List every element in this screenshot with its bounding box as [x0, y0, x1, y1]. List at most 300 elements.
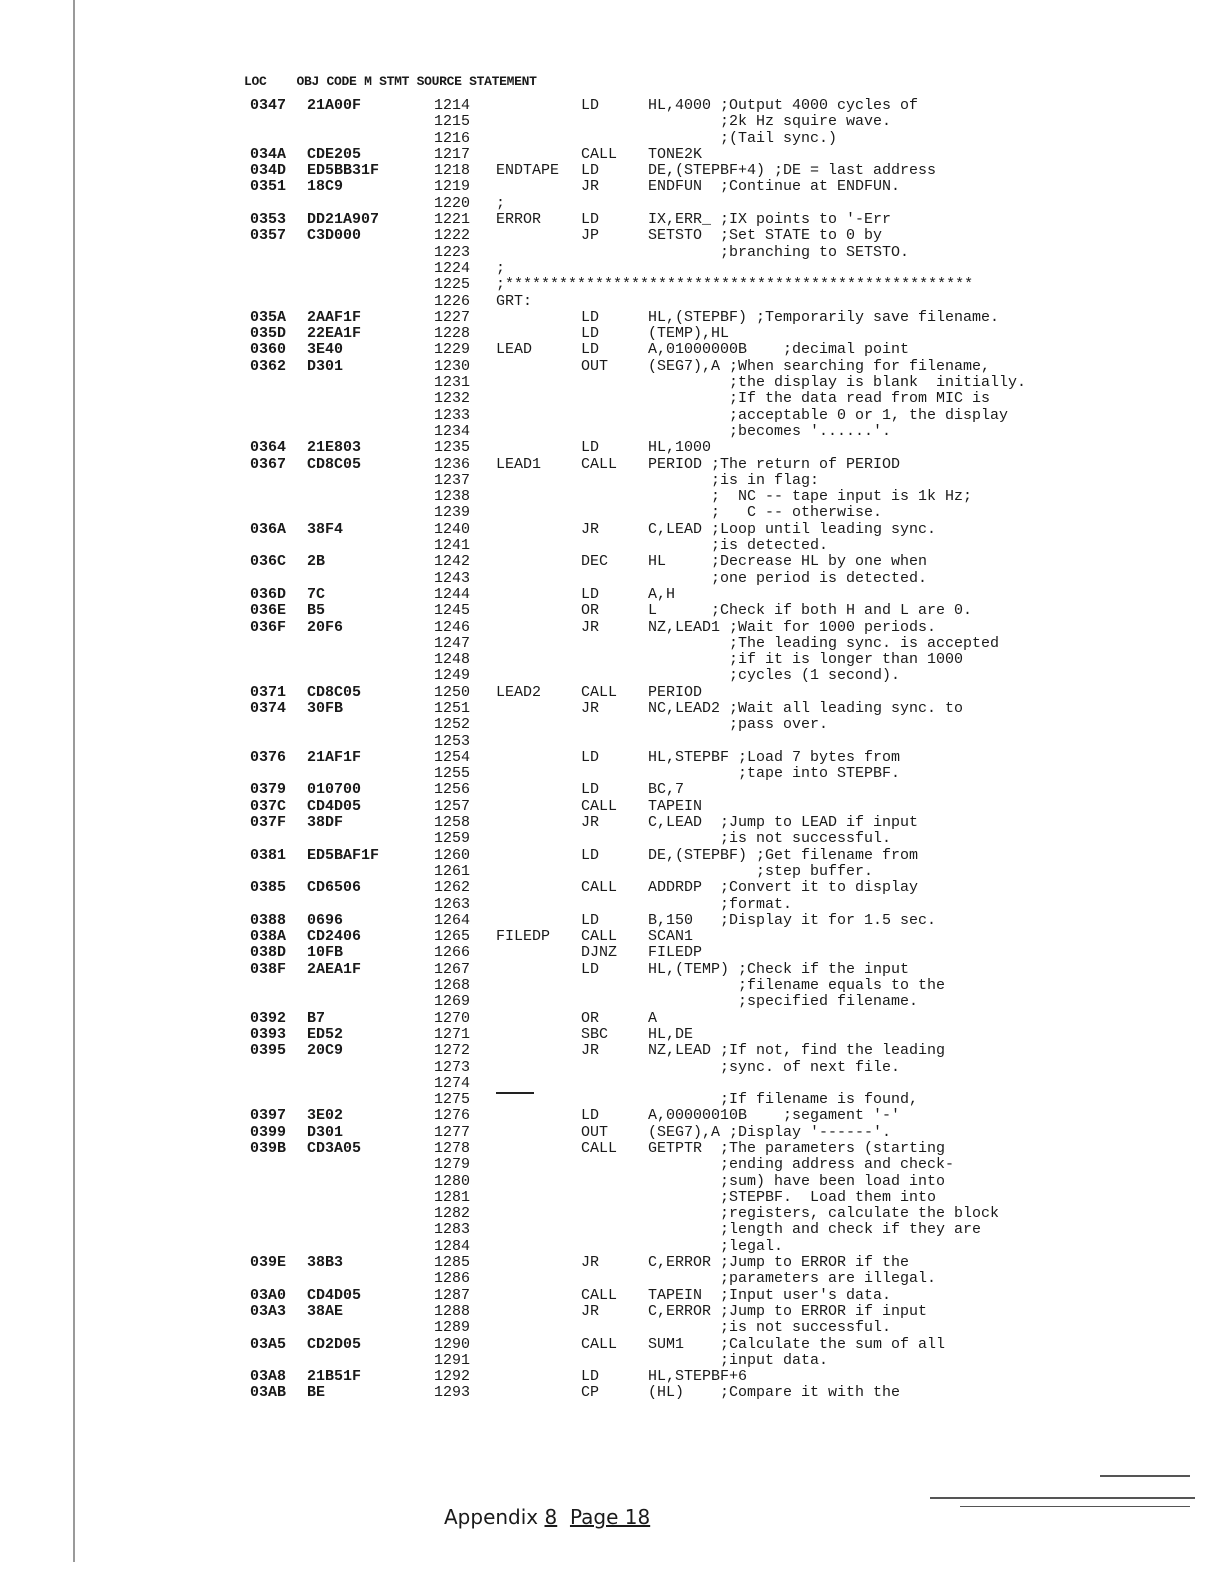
- listing-line: [250, 1092, 1150, 1108]
- object-code-cell: CD8C05: [307, 683, 362, 701]
- listing-line: [250, 326, 1150, 342]
- statement-number-cell: 1230: [434, 357, 471, 375]
- operand-comment-cell: (SEG7),A ;When searching for filename,: [648, 357, 991, 375]
- statement-number-cell: 1222: [434, 227, 471, 245]
- listing-line: [250, 1337, 1150, 1353]
- opcode-cell: CALL: [581, 797, 618, 815]
- operand-comment-cell: HL,DE: [648, 1025, 694, 1043]
- loc-cell: 03A3: [250, 1302, 287, 1320]
- footer-appendix-number: 8: [544, 1505, 558, 1529]
- statement-number-cell: 1263: [434, 895, 471, 913]
- listing-line: [250, 391, 1150, 407]
- loc-cell: 034D: [250, 162, 287, 180]
- object-code-cell: CD6506: [307, 879, 362, 897]
- statement-number-cell: 1284: [434, 1237, 471, 1255]
- header-m: M: [364, 74, 372, 89]
- opcode-cell: LD: [581, 211, 600, 229]
- operand-comment-cell: ;step buffer.: [648, 862, 874, 880]
- listing-line: [250, 864, 1150, 880]
- operand-comment-cell: B,150 ;Display it for 1.5 sec.: [648, 911, 937, 929]
- listing-line: [250, 766, 1150, 782]
- statement-number-cell: 1283: [434, 1221, 471, 1239]
- listing-line: [250, 994, 1150, 1010]
- statement-number-cell: 1259: [434, 830, 471, 848]
- assembly-listing: [250, 98, 1150, 1402]
- object-code-cell: 38AE: [307, 1302, 344, 1320]
- operand-comment-cell: ;if it is longer than 1000: [648, 651, 964, 669]
- listing-line: [250, 978, 1150, 994]
- header-loc: LOC: [244, 74, 267, 89]
- operand-comment-cell: A,00000010B ;segament '-': [648, 1107, 901, 1125]
- opcode-cell: CALL: [581, 928, 618, 946]
- loc-cell: 03AB: [250, 1384, 287, 1402]
- statement-number-cell: 1292: [434, 1368, 471, 1386]
- label-cell: LEAD: [496, 341, 533, 359]
- listing-line: [250, 620, 1150, 636]
- listing-line: [250, 880, 1150, 896]
- operand-comment-cell: NZ,LEAD ;If not, find the leading: [648, 1042, 946, 1060]
- opcode-cell: LD: [581, 1107, 600, 1125]
- operand-comment-cell: (HL) ;Compare it with the: [648, 1384, 901, 1402]
- statement-number-cell: 1219: [434, 178, 471, 196]
- statement-number-cell: 1239: [434, 504, 471, 522]
- statement-number-cell: 1214: [434, 97, 471, 114]
- loc-cell: 0357: [250, 227, 287, 245]
- listing-line: [250, 1385, 1150, 1401]
- listing-line: [250, 962, 1150, 978]
- object-code-cell: ED52: [307, 1025, 344, 1043]
- opcode-cell: LD: [581, 97, 600, 114]
- operand-comment-cell: ;The leading sync. is accepted: [648, 634, 1000, 652]
- object-code-cell: 10FB: [307, 944, 344, 962]
- listing-line: [250, 734, 1150, 750]
- object-code-cell: B5: [307, 602, 326, 620]
- opcode-cell: OUT: [581, 357, 609, 375]
- statement-number-cell: 1264: [434, 911, 471, 929]
- object-code-cell: C3D000: [307, 227, 362, 245]
- loc-cell: 036C: [250, 553, 287, 571]
- object-code-cell: ED5BAF1F: [307, 846, 380, 864]
- listing-line: [250, 1043, 1150, 1059]
- listing-line: [250, 505, 1150, 521]
- statement-number-cell: 1220: [434, 194, 471, 212]
- statement-number-cell: 1254: [434, 748, 471, 766]
- loc-cell: 039E: [250, 1254, 287, 1272]
- loc-cell: 0399: [250, 1123, 287, 1141]
- statement-number-cell: 1273: [434, 1058, 471, 1076]
- label-cell: GRT:: [496, 292, 533, 310]
- object-code-cell: ED5BB31F: [307, 162, 380, 180]
- listing-line: [250, 815, 1150, 831]
- listing-line: [250, 310, 1150, 326]
- listing-line: [250, 212, 1150, 228]
- operand-comment-cell: ;sum) have been load into: [648, 1172, 946, 1190]
- listing-line: [250, 1206, 1150, 1222]
- loc-cell: 0395: [250, 1042, 287, 1060]
- operand-comment-cell: ;If filename is found,: [648, 1091, 919, 1109]
- opcode-cell: SBC: [581, 1025, 609, 1043]
- object-code-cell: CD8C05: [307, 455, 362, 473]
- header-obj: OBJ CODE: [296, 74, 357, 89]
- loc-cell: 0367: [250, 455, 287, 473]
- operand-comment-cell: ;2k Hz squire wave.: [648, 113, 892, 131]
- listing-line: [250, 1108, 1150, 1124]
- operand-comment-cell: GETPTR ;The parameters (starting: [648, 1140, 946, 1157]
- object-code-cell: 7C: [307, 585, 326, 603]
- label-cell: FILEDP: [496, 928, 551, 946]
- opcode-cell: DJNZ: [581, 944, 618, 962]
- listing-line: [250, 1174, 1150, 1190]
- listing-line: [250, 1060, 1150, 1076]
- listing-line: [250, 1271, 1150, 1287]
- statement-number-cell: 1260: [434, 846, 471, 864]
- object-code-cell: 20F6: [307, 618, 344, 636]
- opcode-cell: JR: [581, 1302, 600, 1320]
- loc-cell: 036E: [250, 602, 287, 620]
- label-cell: ENDTAPE: [496, 162, 560, 180]
- loc-cell: 0351: [250, 178, 287, 196]
- object-code-cell: D301: [307, 357, 344, 375]
- listing-line: [250, 685, 1150, 701]
- operand-comment-cell: L ;Check if both H and L are 0.: [648, 602, 973, 620]
- opcode-cell: CALL: [581, 879, 618, 897]
- operand-comment-cell: SCAN1: [648, 928, 694, 946]
- opcode-cell: LD: [581, 162, 600, 180]
- listing-line: [250, 489, 1150, 505]
- listing-line: [250, 945, 1150, 961]
- operand-comment-cell: A,01000000B ;decimal point: [648, 341, 910, 359]
- listing-line: [250, 717, 1150, 733]
- listing-line: [250, 261, 1150, 277]
- opcode-cell: LD: [581, 781, 600, 799]
- listing-header: [244, 74, 537, 89]
- object-code-cell: 3E40: [307, 341, 344, 359]
- operand-comment-cell: ;format.: [648, 895, 793, 913]
- listing-line: [250, 522, 1150, 538]
- loc-cell: 0374: [250, 699, 287, 717]
- operand-comment-cell: PERIOD ;The return of PERIOD: [648, 455, 901, 473]
- opcode-cell: JP: [581, 227, 600, 245]
- listing-line: [250, 652, 1150, 668]
- operand-comment-cell: ;acceptable 0 or 1, the display: [648, 406, 1009, 424]
- listing-line: [250, 1320, 1150, 1336]
- object-code-cell: 0696: [307, 911, 344, 929]
- listing-line: [250, 1222, 1150, 1238]
- statement-number-cell: 1272: [434, 1042, 471, 1060]
- statement-number-cell: 1236: [434, 455, 471, 473]
- object-code-cell: 38DF: [307, 814, 344, 832]
- statement-number-cell: 1223: [434, 243, 471, 261]
- statement-number-cell: 1215: [434, 113, 471, 131]
- opcode-cell: LD: [581, 585, 600, 603]
- operand-comment-cell: A,H: [648, 585, 676, 603]
- label-cell: ;****************************************************: [496, 276, 974, 294]
- listing-line: [250, 228, 1150, 244]
- statement-number-cell: 1217: [434, 145, 471, 163]
- operand-comment-cell: ;is in flag:: [648, 471, 820, 489]
- listing-line: [250, 831, 1150, 847]
- loc-cell: 0388: [250, 911, 287, 929]
- statement-number-cell: 1224: [434, 259, 471, 277]
- operand-comment-cell: HL,STEPBF ;Load 7 bytes from: [648, 748, 901, 766]
- operand-comment-cell: ;If the data read from MIC is: [648, 390, 991, 408]
- listing-line: [250, 571, 1150, 587]
- opcode-cell: JR: [581, 699, 600, 717]
- label-cell: ERROR: [496, 211, 542, 229]
- statement-number-cell: 1258: [434, 814, 471, 832]
- statement-number-cell: 1228: [434, 325, 471, 343]
- statement-number-cell: 1245: [434, 602, 471, 620]
- statement-number-cell: 1281: [434, 1188, 471, 1206]
- statement-number-cell: 1229: [434, 341, 471, 359]
- statement-number-cell: 1274: [434, 1074, 471, 1092]
- opcode-cell: JR: [581, 178, 600, 196]
- listing-line: [250, 1255, 1150, 1271]
- operand-comment-cell: PERIOD: [648, 683, 703, 701]
- operand-comment-cell: DE,(STEPBF+4) ;DE = last address: [648, 162, 937, 180]
- statement-number-cell: 1251: [434, 699, 471, 717]
- listing-line: [250, 1190, 1150, 1206]
- footer-prefix: Appendix: [444, 1505, 545, 1529]
- operand-comment-cell: ;sync. of next file.: [648, 1058, 901, 1076]
- opcode-cell: LD: [581, 341, 600, 359]
- listing-line: [250, 342, 1150, 358]
- listing-line: [250, 147, 1150, 163]
- object-code-cell: CD2D05: [307, 1335, 362, 1353]
- loc-cell: 0362: [250, 357, 287, 375]
- page-margin-line: [73, 0, 75, 1562]
- listing-line: [250, 457, 1150, 473]
- object-code-cell: CD4D05: [307, 797, 362, 815]
- opcode-cell: LD: [581, 325, 600, 343]
- listing-line: [250, 1076, 1150, 1092]
- operand-comment-cell: HL,(STEPBF) ;Temporarily save filename.: [648, 308, 1000, 326]
- listing-line: [250, 196, 1150, 212]
- object-code-cell: 21AF1F: [307, 748, 362, 766]
- operand-comment-cell: HL,4000 ;Output 4000 cycles of: [648, 97, 919, 114]
- listing-line: [250, 587, 1150, 603]
- opcode-cell: JR: [581, 618, 600, 636]
- operand-comment-cell: BC,7: [648, 781, 685, 799]
- object-code-cell: CD3A05: [307, 1140, 362, 1157]
- statement-number-cell: 1267: [434, 960, 471, 978]
- statement-number-cell: 1268: [434, 977, 471, 995]
- listing-line: [250, 1288, 1150, 1304]
- listing-line: [250, 1157, 1150, 1173]
- statement-number-cell: 1278: [434, 1140, 471, 1157]
- opcode-cell: JR: [581, 1042, 600, 1060]
- loc-cell: 0385: [250, 879, 287, 897]
- listing-line: [250, 440, 1150, 456]
- statement-number-cell: 1233: [434, 406, 471, 424]
- listing-line: [250, 98, 1150, 114]
- object-code-cell: 21A00F: [307, 97, 362, 114]
- statement-number-cell: 1244: [434, 585, 471, 603]
- statement-number-cell: 1231: [434, 374, 471, 392]
- operand-comment-cell: ;STEPBF. Load them into: [648, 1188, 937, 1206]
- listing-line: [250, 294, 1150, 310]
- statement-number-cell: 1262: [434, 879, 471, 897]
- loc-cell: 035A: [250, 308, 287, 326]
- operand-comment-cell: NC,LEAD2 ;Wait all leading sync. to: [648, 699, 964, 717]
- statement-number-cell: 1275: [434, 1091, 471, 1109]
- listing-line: [250, 701, 1150, 717]
- statement-number-cell: 1265: [434, 928, 471, 946]
- listing-line: [250, 1369, 1150, 1385]
- operand-comment-cell: ;branching to SETSTO.: [648, 243, 910, 261]
- object-code-cell: CDE205: [307, 145, 362, 163]
- operand-comment-cell: SETSTO ;Set STATE to 0 by: [648, 227, 883, 245]
- operand-comment-cell: IX,ERR_ ;IX points to '-Err: [648, 211, 892, 229]
- operand-comment-cell: SUM1 ;Calculate the sum of all: [648, 1335, 946, 1353]
- listing-line: [250, 668, 1150, 684]
- object-code-cell: 010700: [307, 781, 362, 799]
- operand-comment-cell: (TEMP),HL: [648, 325, 730, 343]
- statement-number-cell: 1248: [434, 651, 471, 669]
- statement-number-cell: 1290: [434, 1335, 471, 1353]
- statement-number-cell: 1282: [434, 1205, 471, 1223]
- operand-comment-cell: ;length and check if they are: [648, 1221, 982, 1239]
- statement-number-cell: 1234: [434, 422, 471, 440]
- listing-line: [250, 1239, 1150, 1255]
- loc-cell: 0371: [250, 683, 287, 701]
- object-code-cell: 38B3: [307, 1254, 344, 1272]
- loc-cell: 03A0: [250, 1286, 287, 1304]
- operand-comment-cell: C,LEAD ;Loop until leading sync.: [648, 520, 937, 538]
- opcode-cell: JR: [581, 814, 600, 832]
- operand-comment-cell: (SEG7),A ;Display '------'.: [648, 1123, 892, 1141]
- loc-cell: 0360: [250, 341, 287, 359]
- loc-cell: 03A5: [250, 1335, 287, 1353]
- object-code-cell: CD4D05: [307, 1286, 362, 1304]
- statement-number-cell: 1221: [434, 211, 471, 229]
- opcode-cell: JR: [581, 1254, 600, 1272]
- margin-dash-mark: [496, 1092, 534, 1094]
- label-cell: LEAD2: [496, 683, 542, 701]
- opcode-cell: CALL: [581, 1335, 618, 1353]
- operand-comment-cell: HL,STEPBF+6: [648, 1368, 748, 1386]
- opcode-cell: LD: [581, 1368, 600, 1386]
- listing-line: [250, 424, 1150, 440]
- opcode-cell: CALL: [581, 1140, 618, 1157]
- statement-number-cell: 1255: [434, 765, 471, 783]
- opcode-cell: LD: [581, 439, 600, 457]
- operand-comment-cell: ENDFUN ;Continue at ENDFUN.: [648, 178, 901, 196]
- label-cell: ;: [496, 259, 506, 277]
- scan-artifact-line: [1100, 1475, 1190, 1477]
- listing-line: [250, 929, 1150, 945]
- label-cell: ;: [496, 194, 506, 212]
- listing-line: [250, 538, 1150, 554]
- statement-number-cell: 1252: [434, 716, 471, 734]
- statement-number-cell: 1287: [434, 1286, 471, 1304]
- operand-comment-cell: ;specified filename.: [648, 993, 919, 1011]
- statement-number-cell: 1261: [434, 862, 471, 880]
- opcode-cell: CALL: [581, 1286, 618, 1304]
- loc-cell: 036F: [250, 618, 287, 636]
- listing-line: [250, 848, 1150, 864]
- loc-cell: 036A: [250, 520, 287, 538]
- listing-line: [250, 636, 1150, 652]
- operand-comment-cell: ;is not successful.: [648, 830, 892, 848]
- listing-line: [250, 179, 1150, 195]
- statement-number-cell: 1270: [434, 1009, 471, 1027]
- opcode-cell: CALL: [581, 455, 618, 473]
- object-code-cell: DD21A907: [307, 211, 380, 229]
- statement-number-cell: 1293: [434, 1384, 471, 1402]
- operand-comment-cell: ; C -- otherwise.: [648, 504, 883, 522]
- statement-number-cell: 1218: [434, 162, 471, 180]
- statement-number-cell: 1241: [434, 537, 471, 555]
- loc-cell: 038D: [250, 944, 287, 962]
- operand-comment-cell: ;legal.: [648, 1237, 784, 1255]
- operand-comment-cell: TAPEIN ;Input user's data.: [648, 1286, 892, 1304]
- listing-line: [250, 1141, 1150, 1157]
- loc-cell: 0397: [250, 1107, 287, 1125]
- opcode-cell: OUT: [581, 1123, 609, 1141]
- operand-comment-cell: ;tape into STEPBF.: [648, 765, 901, 783]
- object-code-cell: 2AEA1F: [307, 960, 362, 978]
- loc-cell: 037F: [250, 814, 287, 832]
- operand-comment-cell: NZ,LEAD1 ;Wait for 1000 periods.: [648, 618, 937, 636]
- object-code-cell: B7: [307, 1009, 326, 1027]
- statement-number-cell: 1276: [434, 1107, 471, 1125]
- object-code-cell: 20C9: [307, 1042, 344, 1060]
- listing-line: [250, 1304, 1150, 1320]
- statement-number-cell: 1235: [434, 439, 471, 457]
- listing-line: [250, 375, 1150, 391]
- operand-comment-cell: ;is not successful.: [648, 1319, 892, 1337]
- operand-comment-cell: ;ending address and check-: [648, 1156, 955, 1174]
- operand-comment-cell: TAPEIN: [648, 797, 703, 815]
- loc-cell: 038A: [250, 928, 287, 946]
- statement-number-cell: 1226: [434, 292, 471, 310]
- scan-artifact-line: [930, 1497, 1195, 1499]
- listing-line: [250, 603, 1150, 619]
- listing-line: [250, 1125, 1150, 1141]
- operand-comment-cell: ;is detected.: [648, 537, 829, 555]
- opcode-cell: LD: [581, 960, 600, 978]
- opcode-cell: DEC: [581, 553, 609, 571]
- listing-line: [250, 782, 1150, 798]
- scan-artifact-line: [960, 1506, 1190, 1507]
- statement-number-cell: 1291: [434, 1351, 471, 1369]
- operand-comment-cell: A: [648, 1009, 658, 1027]
- listing-line: [250, 1353, 1150, 1369]
- loc-cell: 038F: [250, 960, 287, 978]
- loc-cell: 0381: [250, 846, 287, 864]
- operand-comment-cell: ;cycles (1 second).: [648, 667, 901, 685]
- statement-number-cell: 1266: [434, 944, 471, 962]
- object-code-cell: 2AAF1F: [307, 308, 362, 326]
- statement-number-cell: 1269: [434, 993, 471, 1011]
- operand-comment-cell: FILEDP: [648, 944, 703, 962]
- statement-number-cell: 1225: [434, 276, 471, 294]
- operand-comment-cell: ;pass over.: [648, 716, 829, 734]
- loc-cell: 039B: [250, 1140, 287, 1157]
- listing-line: [250, 1011, 1150, 1027]
- opcode-cell: LD: [581, 748, 600, 766]
- statement-number-cell: 1249: [434, 667, 471, 685]
- operand-comment-cell: ; NC -- tape input is 1k Hz;: [648, 488, 973, 506]
- operand-comment-cell: C,ERROR ;Jump to ERROR if input: [648, 1302, 928, 1320]
- statement-number-cell: 1246: [434, 618, 471, 636]
- header-stmt: STMT: [379, 74, 410, 89]
- operand-comment-cell: ADDRDP ;Convert it to display: [648, 879, 919, 897]
- listing-line: [250, 554, 1150, 570]
- statement-number-cell: 1243: [434, 569, 471, 587]
- object-code-cell: 3E02: [307, 1107, 344, 1125]
